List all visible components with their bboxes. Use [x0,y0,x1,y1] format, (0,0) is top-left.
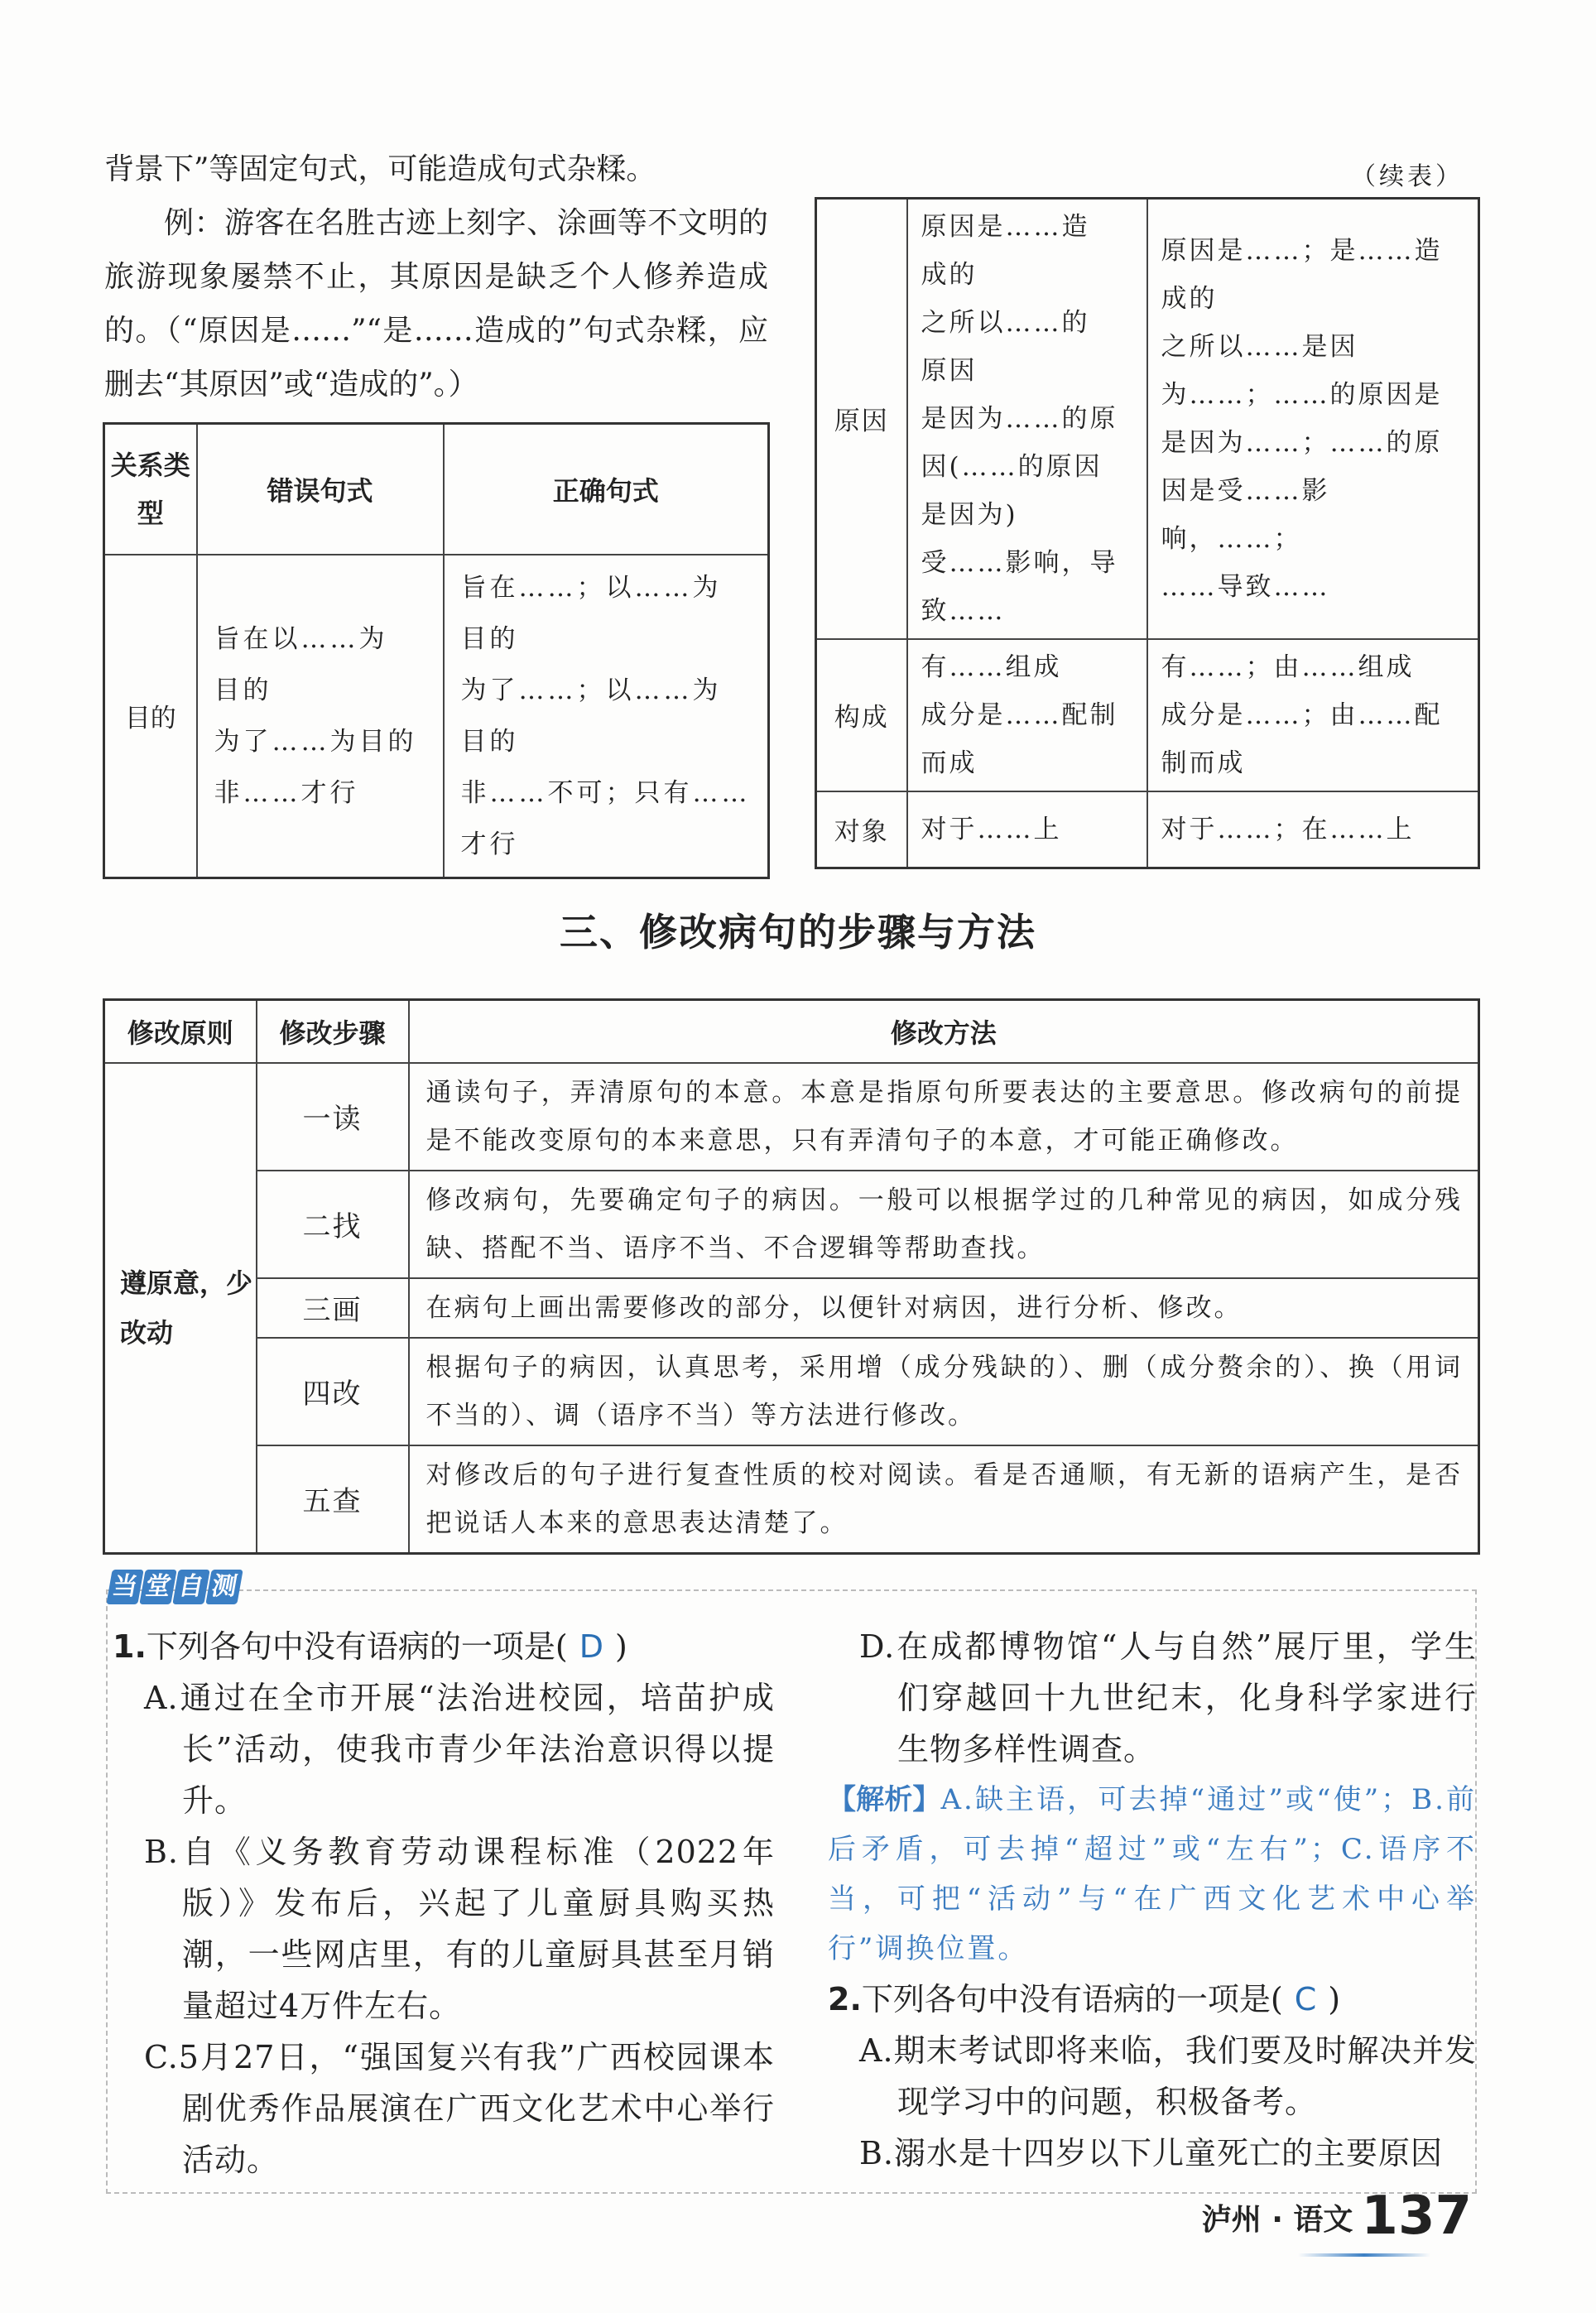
cause-right-line: 因是受……影响，……； [1161,475,1330,554]
question-2-option-a: A.期末考试即将来临，我们要及时解决并发现学习中的问题，积极备考。 [859,2032,1477,2120]
analysis-tag: 【解析】 [828,1783,941,1816]
composition-right-cell [1147,639,1479,791]
answer-close: ) [614,1628,627,1665]
question-2-stem [828,1974,1477,2025]
continued-table [815,197,1480,869]
cause-wrong-cell [907,199,1147,639]
cause-wrong-line: 因(……的原因 [921,451,1103,482]
step-label: 五查 [257,1445,409,1554]
continued-note: （续表） [1351,162,1464,191]
object-right-cell [1147,791,1479,868]
cause-right-line: 之所以……是因 [1161,331,1358,362]
composition-right-line: 成分是……；由……配 [1161,700,1443,730]
object-wrong-cell [907,791,1147,868]
step-label: 一读 [257,1063,409,1171]
answer-close: ) [1328,1981,1341,2017]
composition-wrong-line: 而成 [921,748,978,778]
relation-type-table [103,422,770,879]
purpose-wrong-line: 目的 [214,675,272,705]
footer-decoration [1298,2253,1430,2257]
header-principle: 修改原则 [104,1000,257,1063]
cause-right-line: 原因是……；是……造 [1161,235,1443,266]
step-method: 在病句上画出需要修改的部分，以便针对病因，进行分析、修改。 [409,1278,1479,1338]
row-type-cause: 原因 [816,199,907,639]
question-number: 2. [828,1981,862,2017]
header-correct-pattern: 正确句式 [444,424,769,555]
question-column-right [828,1621,1477,2179]
question-text: 下列各句中没有语病的一项是( [146,1628,568,1665]
purpose-right-line: 为了……；以……为 [460,675,722,705]
question-1-option-d: D.在成都博物馆“人与自然”展厅里，学生们穿越回十九世纪末，化身科学家进行生物多样性调查。 [859,1628,1477,1767]
header-relation-type: 关系类型 [104,424,197,555]
purpose-wrong-line: 非……才行 [214,777,359,808]
cause-wrong-line: 是因为……的原 [921,403,1118,434]
revision-steps-table [103,998,1480,1555]
purpose-wrong-cell [197,555,444,878]
cause-right-line: 为……；……的原因是 [1161,379,1443,410]
purpose-wrong-line: 旨在以……为 [214,623,388,654]
cause-right-cell [1147,199,1479,639]
cause-right-line: 成的 [1161,283,1218,314]
badge-char: 堂 [139,1570,176,1604]
question-1-analysis [828,1775,1477,1974]
header-wrong-pattern: 错误句式 [197,424,444,555]
cause-wrong-line: 原因是……造 [921,211,1090,242]
step-method: 通读句子，弄清原句的本意。本意是指原句所要表达的主要意思。修改病句的前提是不能改变原句的本来意思，只有弄清句子的本意，才可能正确修改。 [409,1063,1479,1171]
principle-cell: 遵原意，少改动 [104,1063,257,1554]
example-paragraph: 例：游客在名胜古迹上刻字、涂画等不文明的旅游现象屡禁不止，其原因是缺乏个人修养造成的。（“原因是……”“是……造成的”句式杂糅，应删去“其原因”或“造成的”。） [104,206,768,402]
page-number: 137 [1361,2186,1472,2247]
purpose-right-line: 旨在……；以……为 [460,572,722,603]
purpose-right-line: 目的 [460,623,519,654]
composition-right-line: 制而成 [1161,748,1246,778]
step-label: 三画 [257,1278,409,1338]
row-type-object: 对象 [816,791,907,868]
composition-wrong-cell [907,639,1147,791]
question-1-stem [113,1621,775,1672]
step-label: 二找 [257,1171,409,1278]
self-test-badge [109,1570,242,1604]
purpose-right-line: 才行 [460,829,519,859]
question-text: 下列各句中没有语病的一项是( [861,1981,1283,2017]
badge-char: 当 [106,1570,143,1604]
row-type-purpose: 目的 [104,555,197,878]
step-label: 四改 [257,1338,409,1445]
page-footer [1202,2187,1472,2245]
question-column-left [113,1621,775,2186]
step-method: 根据句子的病因，认真思考，采用增（成分残缺的）、删（成分赘余的）、换（用词不当的）、调（语序不当）等方法进行修改。 [409,1338,1479,1445]
answer-mark: D [579,1628,603,1665]
purpose-right-line: 目的 [460,726,519,757]
cause-right-line: 是因为……；……的原 [1161,427,1443,458]
purpose-right-cell [444,555,769,878]
badge-char: 自 [172,1570,209,1604]
question-1-option-b: B.自《义务教育劳动课程标准（2022年版）》发布后，兴起了儿童厨具购买热潮，一些网店里，有的儿童厨具甚至月销量超过4万件左右。 [144,1834,775,2024]
question-1-option-a: A.通过在全市开展“法治进校园，培苗护成长”活动，使我市青少年法治意识得以提升。 [144,1680,775,1819]
cause-wrong-line: 成的 [921,259,978,290]
section-title: 三、修改病句的步骤与方法 [560,910,1036,955]
step-method: 对修改后的句子进行复查性质的校对阅读。看是否通顺，有无新的语病产生，是否把说话人本来的意思表达清楚了。 [409,1445,1479,1554]
composition-wrong-line: 成分是……配制 [921,700,1118,730]
question-2-option-b: B.溺水是十四岁以下儿童死亡的主要原因 [859,2135,1444,2171]
object-wrong-line: 对于……上 [921,814,1062,844]
purpose-right-line: 非……不可；只有…… [460,777,751,808]
analysis-text: A.缺主语，可去掉“通过”或“使”；B.前后矛盾，可去掉“超过”或“左右”；C.语序不当，可把“活动”与“在广西文化艺术中心举行”调换位置。 [828,1783,1477,1965]
answer-mark: C [1294,1981,1317,2017]
object-right-line: 对于……；在……上 [1161,814,1415,844]
question-number: 1. [113,1628,147,1665]
cause-right-line: ……导致…… [1161,571,1330,602]
composition-right-line: 有……；由……组成 [1161,652,1415,682]
badge-char: 测 [205,1570,243,1604]
cause-wrong-line: 是因为) [921,499,1018,530]
purpose-wrong-line: 为了……为目的 [214,726,417,757]
header-step: 修改步骤 [257,1000,409,1063]
header-method: 修改方法 [409,1000,1479,1063]
cause-wrong-line: 之所以……的 [921,307,1090,338]
intro-line: 背景下”等固定句式，可能造成句式杂糅。 [104,152,656,186]
cause-wrong-line: 受……影响，导 [921,547,1118,578]
composition-wrong-line: 有……组成 [921,652,1062,682]
step-method: 修改病句，先要确定句子的病因。一般可以根据学过的几种常见的病因，如成分残缺、搭配不当、语序不当、不合逻辑等帮助查找。 [409,1171,1479,1278]
question-1-option-c: C.5月27日，“强国复兴有我”广西校园课本剧优秀作品展演在广西文化艺术中心举行活动。 [144,2039,775,2178]
cause-wrong-line: 致…… [921,595,1006,626]
footer-label: 泸州 · 语文 [1201,2203,1353,2237]
cause-wrong-line: 原因 [921,355,978,386]
row-type-composition: 构成 [816,639,907,791]
left-intro-text [104,142,768,411]
